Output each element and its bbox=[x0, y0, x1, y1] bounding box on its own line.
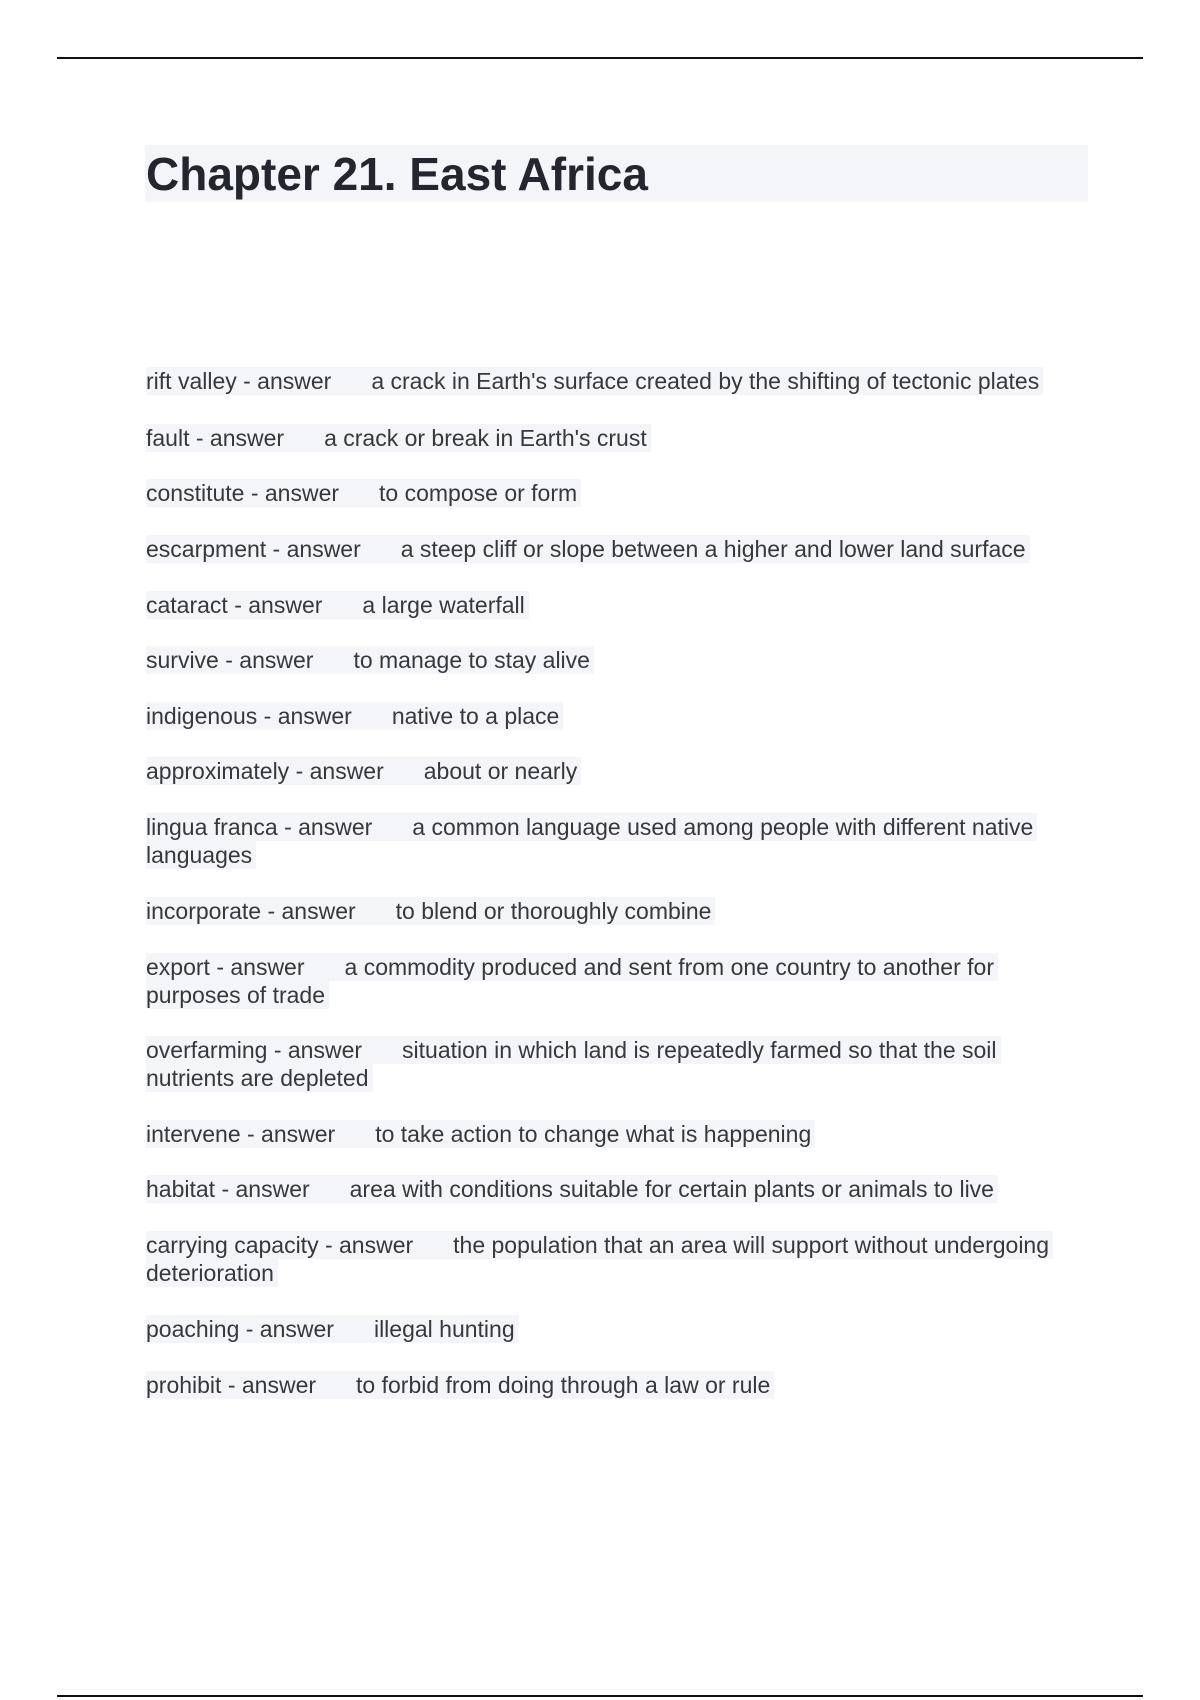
term: carrying capacity - answer bbox=[146, 1232, 414, 1258]
term: poaching - answer bbox=[146, 1316, 334, 1342]
definition: to take action to change what is happening bbox=[375, 1121, 812, 1147]
definition: the population that an area will support without undergoing deterioration bbox=[146, 1232, 1050, 1286]
list-item bbox=[146, 1175, 1091, 1203]
term: cataract - answer bbox=[146, 592, 323, 618]
list-item bbox=[146, 953, 1091, 1009]
list-item bbox=[146, 535, 1091, 563]
term: incorporate - answer bbox=[146, 898, 356, 924]
list-item bbox=[146, 646, 1091, 674]
term: intervene - answer bbox=[146, 1121, 336, 1147]
list-item bbox=[146, 1036, 1091, 1092]
list-item bbox=[146, 702, 1091, 730]
term: lingua franca - answer bbox=[146, 814, 373, 840]
term: overfarming - answer bbox=[146, 1037, 363, 1063]
definition: a large waterfall bbox=[362, 592, 525, 618]
definition: a commodity produced and sent from one country to another for purposes of trade bbox=[146, 954, 994, 1008]
term: fault - answer bbox=[146, 425, 285, 451]
definition: to compose or form bbox=[379, 480, 578, 506]
term: rift valley - answer bbox=[146, 368, 332, 394]
list-item bbox=[146, 757, 1091, 785]
definition: a steep cliff or slope between a higher and lower land surface bbox=[400, 536, 1026, 562]
term: approximately - answer bbox=[146, 758, 384, 784]
term: survive - answer bbox=[146, 647, 314, 673]
list-item bbox=[146, 897, 1091, 925]
term: escarpment - answer bbox=[146, 536, 361, 562]
definition: to forbid from doing through a law or rule bbox=[356, 1372, 771, 1398]
term: constitute - answer bbox=[146, 480, 340, 506]
definition: a crack or break in Earth's crust bbox=[324, 425, 647, 451]
list-item bbox=[146, 1315, 1091, 1343]
list-item bbox=[146, 479, 1091, 507]
definition: about or nearly bbox=[423, 758, 578, 784]
definition: native to a place bbox=[391, 703, 560, 729]
list-item bbox=[146, 591, 1091, 619]
definition: illegal hunting bbox=[373, 1316, 515, 1342]
term: export - answer bbox=[146, 954, 305, 980]
term: indigenous - answer bbox=[146, 703, 352, 729]
list-item bbox=[146, 424, 1091, 452]
list-item bbox=[146, 1120, 1091, 1148]
list-item bbox=[146, 813, 1091, 869]
definition: situation in which land is repeatedly farmed so that the soil nutrients are depleted bbox=[146, 1037, 997, 1091]
definition: a crack in Earth's surface created by the shifting of tectonic plates bbox=[371, 368, 1040, 394]
term: habitat - answer bbox=[146, 1176, 310, 1202]
definition: to manage to stay alive bbox=[353, 647, 590, 673]
term: prohibit - answer bbox=[146, 1372, 317, 1398]
list-item bbox=[146, 1231, 1091, 1287]
definition: to blend or thoroughly combine bbox=[395, 898, 712, 924]
top-rule bbox=[57, 57, 1143, 59]
page-title: Chapter 21. East Africa bbox=[146, 148, 648, 200]
list-item bbox=[146, 1371, 1091, 1399]
definition: a common language used among people with different native languages bbox=[146, 814, 1034, 868]
definition: area with conditions suitable for certain plants or animals to live bbox=[349, 1176, 994, 1202]
bottom-rule bbox=[57, 1695, 1143, 1697]
list-item bbox=[146, 367, 1091, 395]
